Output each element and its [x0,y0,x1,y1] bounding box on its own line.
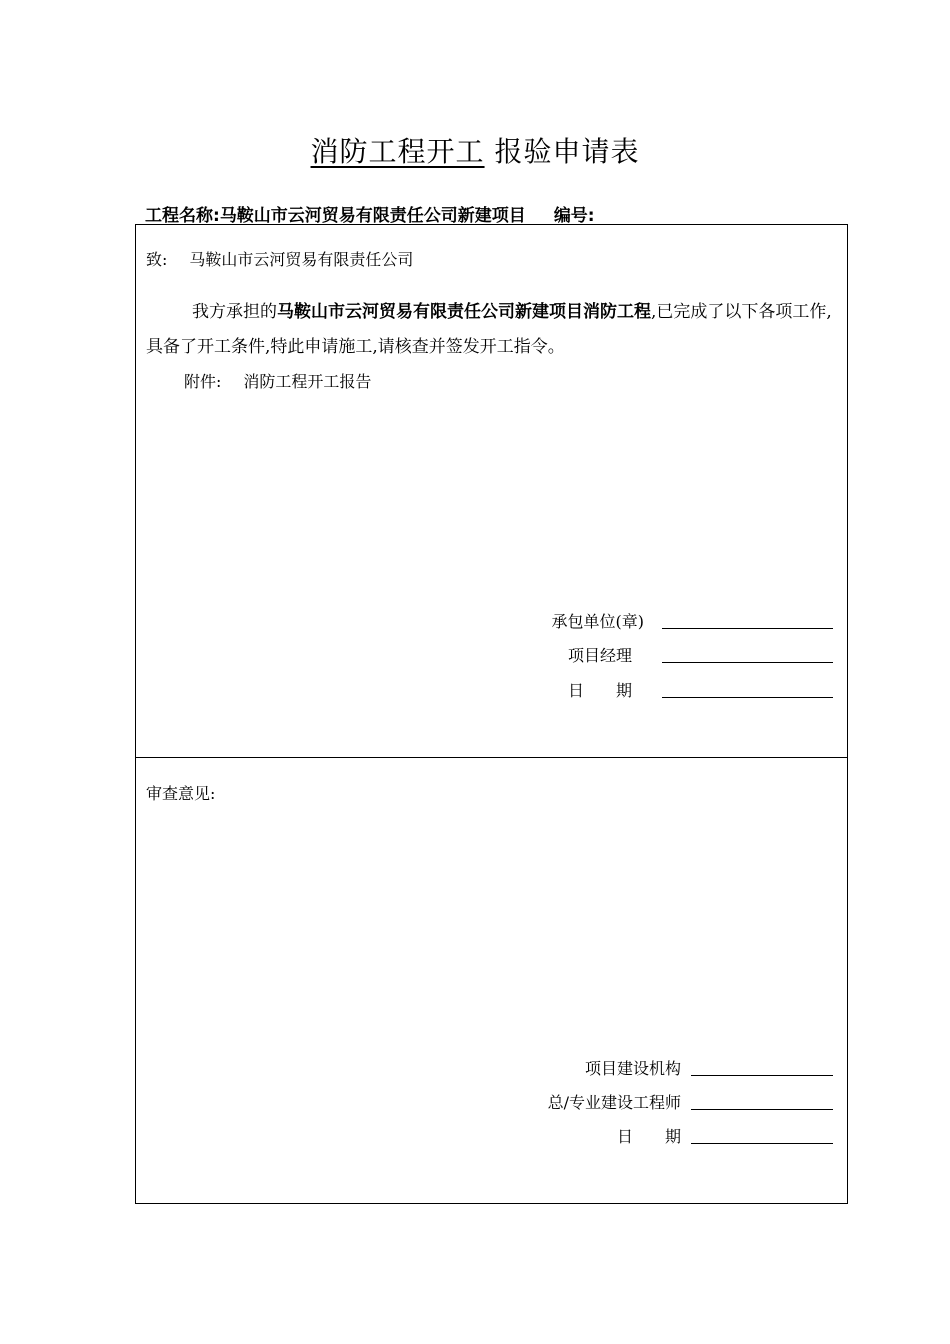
form-table [135,224,848,1204]
date1-line[interactable] [662,697,833,698]
section-divider [136,757,847,758]
engineer-line[interactable] [691,1109,833,1110]
attachment-value: 消防工程开工报告 [243,372,372,391]
project-label: 工程名称: [145,206,220,226]
title-underlined: 消防工程开工 [310,135,485,168]
to-label: 致: [146,250,168,269]
addressee [146,247,413,270]
contractor-label: 承包单位(章) [551,612,644,631]
application-paragraph [146,295,842,365]
date2-line[interactable] [691,1143,833,1144]
engineer-label: 总/专业建设工程师 [547,1093,681,1112]
project-name: 马鞍山市云河贸易有限责任公司新建项目 [219,206,526,226]
number-label: 编号: [553,206,595,226]
attachment-label: 附件: [184,372,222,391]
form-title [0,130,950,170]
para-suffix: ,已完成了以下各项工作,具备了开工条件,特此申请施工,请核查并签发开工指令。 [146,302,832,357]
review-label: 审查意见: [146,784,216,803]
project-line [145,201,595,226]
manager-line[interactable] [662,662,833,663]
attachment [184,369,371,392]
org-label: 项目建设机构 [584,1059,681,1078]
para-prefix: 我方承担的 [192,302,277,322]
date1-label: 日 期 [567,681,632,700]
manager-label: 项目经理 [567,646,632,665]
date2-label: 日 期 [616,1127,681,1146]
para-project: 马鞍山市云河贸易有限责任公司新建项目消防工程 [277,302,651,322]
contractor-line[interactable] [662,628,833,629]
title-rest: 报验申请表 [494,135,640,168]
to-name: 马鞍山市云河贸易有限责任公司 [189,250,414,269]
org-line[interactable] [691,1075,833,1076]
